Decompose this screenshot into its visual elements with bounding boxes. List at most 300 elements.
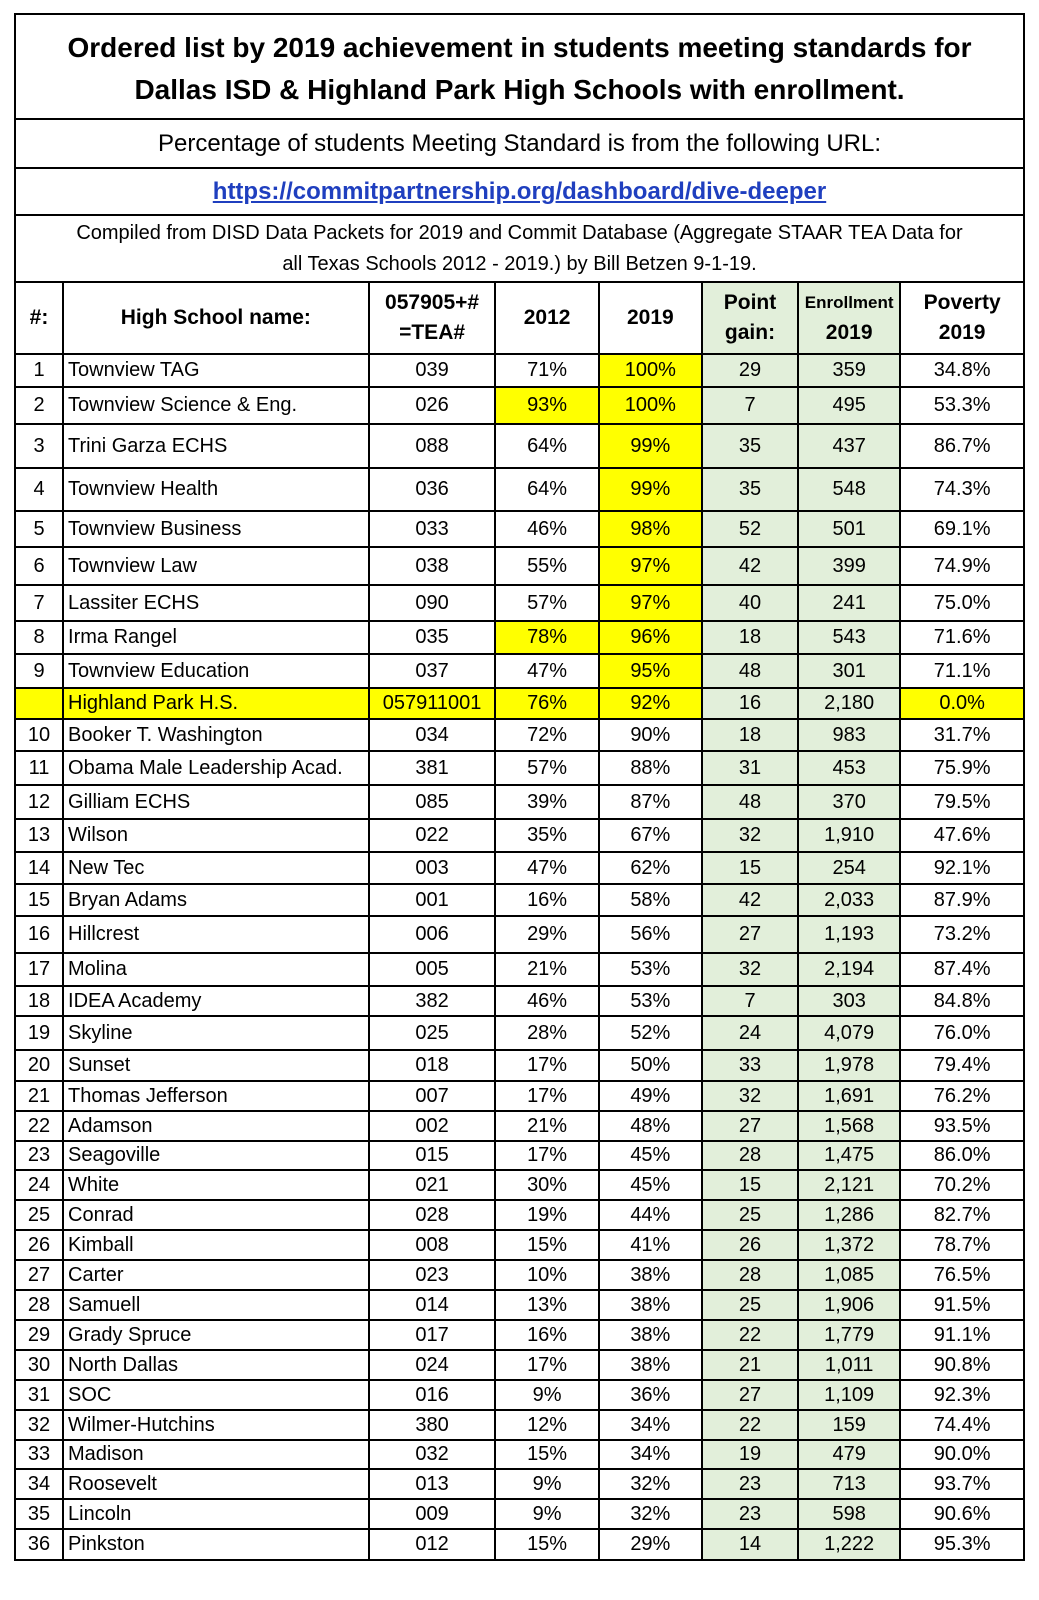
tea-code: 035 <box>369 621 496 654</box>
tea-code: 015 <box>369 1141 496 1170</box>
tea-code: 057911001 <box>369 688 496 719</box>
table-row <box>16 585 1023 621</box>
table-row <box>16 1290 1023 1320</box>
row-num: 17 <box>16 953 63 986</box>
poverty-2019: 69.1% <box>900 511 1023 547</box>
pct-2019: 53% <box>599 953 702 986</box>
pct-2012: 57% <box>495 585 598 621</box>
point-gain: 32 <box>702 1081 798 1111</box>
school-name: Highland Park H.S. <box>63 688 369 719</box>
tea-code: 013 <box>369 1469 496 1499</box>
point-gain: 15 <box>702 852 798 884</box>
enrollment-2019: 2,033 <box>798 884 900 916</box>
col-header-gain-line2: gain: <box>724 321 776 344</box>
school-name: Conrad <box>63 1200 369 1230</box>
table-row <box>16 819 1023 852</box>
point-gain: 52 <box>702 511 798 547</box>
title-line-2: Dallas ISD & Highland Park High Schools with enrollment. <box>134 74 905 105</box>
enrollment-2019: 437 <box>798 424 900 468</box>
enrollment-2019: 4,079 <box>798 1016 900 1050</box>
enrollment-2019: 2,180 <box>798 688 900 719</box>
pct-2019: 50% <box>599 1050 702 1081</box>
tea-code: 002 <box>369 1111 496 1141</box>
school-name: Madison <box>63 1440 369 1469</box>
poverty-2019: 90.0% <box>900 1440 1023 1469</box>
pct-2019: 58% <box>599 884 702 916</box>
school-name: Townview Education <box>63 654 369 688</box>
school-name: Townview TAG <box>63 354 369 387</box>
school-name: Kimball <box>63 1230 369 1260</box>
table-row <box>16 387 1023 424</box>
pct-2012: 17% <box>495 1081 598 1111</box>
pct-2012: 29% <box>495 916 598 953</box>
tea-code: 005 <box>369 953 496 986</box>
pct-2019: 41% <box>599 1230 702 1260</box>
pct-2012: 15% <box>495 1230 598 1260</box>
pct-2012: 21% <box>495 1111 598 1141</box>
school-name: White <box>63 1170 369 1200</box>
enrollment-2019: 479 <box>798 1440 900 1469</box>
table-row <box>16 1200 1023 1230</box>
pct-2019: 34% <box>599 1440 702 1469</box>
data-sheet <box>14 13 1025 1561</box>
enrollment-2019: 453 <box>798 751 900 785</box>
school-name: Townview Business <box>63 511 369 547</box>
col-header-enrollment <box>798 283 900 354</box>
pct-2012: 47% <box>495 654 598 688</box>
row-num <box>16 688 63 719</box>
pct-2019: 49% <box>599 1081 702 1111</box>
row-num: 30 <box>16 1350 63 1380</box>
table-row <box>16 953 1023 986</box>
pct-2019: 56% <box>599 916 702 953</box>
point-gain: 42 <box>702 547 798 585</box>
school-name: Townview Health <box>63 468 369 511</box>
poverty-2019: 74.9% <box>900 547 1023 585</box>
enrollment-2019: 1,779 <box>798 1320 900 1350</box>
school-name: Seagoville <box>63 1141 369 1170</box>
poverty-2019: 74.4% <box>900 1410 1023 1440</box>
pct-2012: 10% <box>495 1260 598 1290</box>
poverty-2019: 71.1% <box>900 654 1023 688</box>
pct-2012: 30% <box>495 1170 598 1200</box>
table-row <box>16 654 1023 688</box>
pct-2012: 16% <box>495 884 598 916</box>
school-name: North Dallas <box>63 1350 369 1380</box>
pct-2012: 12% <box>495 1410 598 1440</box>
tea-code: 009 <box>369 1499 496 1529</box>
enrollment-2019: 598 <box>798 1499 900 1529</box>
poverty-2019: 82.7% <box>900 1200 1023 1230</box>
source-url-row <box>16 169 1023 216</box>
col-header-gain <box>702 283 798 354</box>
point-gain: 15 <box>702 1170 798 1200</box>
point-gain: 27 <box>702 1111 798 1141</box>
row-num: 26 <box>16 1230 63 1260</box>
enrollment-2019: 1,475 <box>798 1141 900 1170</box>
point-gain: 7 <box>702 986 798 1016</box>
pct-2019: 44% <box>599 1200 702 1230</box>
row-num: 4 <box>16 468 63 511</box>
table-row <box>16 986 1023 1016</box>
pct-2019: 97% <box>599 547 702 585</box>
enrollment-2019: 2,121 <box>798 1170 900 1200</box>
poverty-2019: 76.5% <box>900 1260 1023 1290</box>
tea-code: 088 <box>369 424 496 468</box>
poverty-2019: 79.5% <box>900 785 1023 819</box>
school-name: SOC <box>63 1380 369 1410</box>
pct-2012: 16% <box>495 1320 598 1350</box>
enrollment-2019: 1,085 <box>798 1260 900 1290</box>
pct-2019: 100% <box>599 354 702 387</box>
tea-code: 382 <box>369 986 496 1016</box>
row-num: 1 <box>16 354 63 387</box>
enrollment-2019: 1,222 <box>798 1529 900 1559</box>
school-name: Wilson <box>63 819 369 852</box>
table-row <box>16 547 1023 585</box>
point-gain: 27 <box>702 916 798 953</box>
row-num: 27 <box>16 1260 63 1290</box>
table-row <box>16 1016 1023 1050</box>
note-line-2: all Texas Schools 2012 - 2019.) by Bill Betzen 9-1-19. <box>282 253 757 275</box>
table-row <box>16 1529 1023 1559</box>
subtitle: Percentage of students Meeting Standard is from the following URL: <box>16 120 1023 169</box>
enrollment-2019: 254 <box>798 852 900 884</box>
enrollment-2019: 359 <box>798 354 900 387</box>
page-title <box>16 15 1023 120</box>
tea-code: 033 <box>369 511 496 547</box>
tea-code: 003 <box>369 852 496 884</box>
note-line-1: Compiled from DISD Data Packets for 2019 and Commit Database (Aggregate STAAR TEA Data for <box>76 222 963 244</box>
school-name: New Tec <box>63 852 369 884</box>
pct-2012: 15% <box>495 1529 598 1559</box>
point-gain: 35 <box>702 424 798 468</box>
enrollment-2019: 1,372 <box>798 1230 900 1260</box>
pct-2012: 35% <box>495 819 598 852</box>
tea-code: 380 <box>369 1410 496 1440</box>
poverty-2019: 70.2% <box>900 1170 1023 1200</box>
tea-code: 381 <box>369 751 496 785</box>
tea-code: 007 <box>369 1081 496 1111</box>
school-name: Gilliam ECHS <box>63 785 369 819</box>
table-row <box>16 1111 1023 1141</box>
school-name: IDEA Academy <box>63 986 369 1016</box>
tea-code: 034 <box>369 719 496 751</box>
enrollment-2019: 501 <box>798 511 900 547</box>
school-name: Sunset <box>63 1050 369 1081</box>
col-header-tea-line2: =TEA# <box>399 321 466 344</box>
school-name: Lassiter ECHS <box>63 585 369 621</box>
col-header-poverty <box>900 283 1023 354</box>
col-header-poverty-line2: 2019 <box>938 321 986 344</box>
pct-2019: 53% <box>599 986 702 1016</box>
tea-code: 012 <box>369 1529 496 1559</box>
table-row <box>16 916 1023 953</box>
enrollment-2019: 543 <box>798 621 900 654</box>
point-gain: 7 <box>702 387 798 424</box>
poverty-2019: 75.0% <box>900 585 1023 621</box>
tea-code: 025 <box>369 1016 496 1050</box>
enrollment-2019: 303 <box>798 986 900 1016</box>
table-row <box>16 1230 1023 1260</box>
col-header-poverty-line1: Poverty <box>923 291 1001 314</box>
point-gain: 35 <box>702 468 798 511</box>
pct-2019: 48% <box>599 1111 702 1141</box>
pct-2019: 98% <box>599 511 702 547</box>
school-name: Lincoln <box>63 1499 369 1529</box>
row-num: 22 <box>16 1111 63 1141</box>
table-body <box>16 354 1023 1559</box>
table-row <box>16 1440 1023 1469</box>
point-gain: 48 <box>702 785 798 819</box>
row-num: 23 <box>16 1141 63 1170</box>
poverty-2019: 86.0% <box>900 1141 1023 1170</box>
poverty-2019: 31.7% <box>900 719 1023 751</box>
table-row <box>16 852 1023 884</box>
pct-2012: 15% <box>495 1440 598 1469</box>
poverty-2019: 84.8% <box>900 986 1023 1016</box>
row-num: 9 <box>16 654 63 688</box>
pct-2012: 13% <box>495 1290 598 1320</box>
point-gain: 40 <box>702 585 798 621</box>
table-row <box>16 621 1023 654</box>
enrollment-2019: 1,011 <box>798 1350 900 1380</box>
pct-2019: 92% <box>599 688 702 719</box>
poverty-2019: 74.3% <box>900 468 1023 511</box>
point-gain: 28 <box>702 1141 798 1170</box>
tea-code: 001 <box>369 884 496 916</box>
pct-2019: 34% <box>599 1410 702 1440</box>
pct-2012: 21% <box>495 953 598 986</box>
source-url-link[interactable]: https://commitpartnership.org/dashboard/dive-deeper <box>212 178 827 205</box>
col-header-2019: 2019 <box>599 283 702 354</box>
row-num: 36 <box>16 1529 63 1559</box>
row-num: 34 <box>16 1469 63 1499</box>
row-num: 25 <box>16 1200 63 1230</box>
tea-code: 037 <box>369 654 496 688</box>
poverty-2019: 79.4% <box>900 1050 1023 1081</box>
enrollment-2019: 548 <box>798 468 900 511</box>
pct-2019: 88% <box>599 751 702 785</box>
row-num: 12 <box>16 785 63 819</box>
pct-2012: 71% <box>495 354 598 387</box>
poverty-2019: 71.6% <box>900 621 1023 654</box>
pct-2012: 9% <box>495 1469 598 1499</box>
table-row <box>16 1170 1023 1200</box>
poverty-2019: 76.0% <box>900 1016 1023 1050</box>
table-row <box>16 1469 1023 1499</box>
pct-2019: 99% <box>599 468 702 511</box>
pct-2012: 28% <box>495 1016 598 1050</box>
pct-2012: 39% <box>495 785 598 819</box>
poverty-2019: 0.0% <box>900 688 1023 719</box>
tea-code: 090 <box>369 585 496 621</box>
pct-2019: 99% <box>599 424 702 468</box>
pct-2012: 9% <box>495 1499 598 1529</box>
pct-2019: 38% <box>599 1320 702 1350</box>
pct-2012: 17% <box>495 1050 598 1081</box>
point-gain: 32 <box>702 819 798 852</box>
school-name: Adamson <box>63 1111 369 1141</box>
pct-2012: 17% <box>495 1141 598 1170</box>
enrollment-2019: 2,194 <box>798 953 900 986</box>
tea-code: 026 <box>369 387 496 424</box>
tea-code: 017 <box>369 1320 496 1350</box>
point-gain: 42 <box>702 884 798 916</box>
col-header-2012: 2012 <box>495 283 598 354</box>
pct-2012: 46% <box>495 511 598 547</box>
pct-2019: 62% <box>599 852 702 884</box>
school-name: Irma Rangel <box>63 621 369 654</box>
tea-code: 024 <box>369 1350 496 1380</box>
pct-2012: 72% <box>495 719 598 751</box>
enrollment-2019: 1,906 <box>798 1290 900 1320</box>
table-row <box>16 1410 1023 1440</box>
table-row <box>16 1081 1023 1111</box>
row-num: 8 <box>16 621 63 654</box>
row-num: 2 <box>16 387 63 424</box>
pct-2019: 45% <box>599 1141 702 1170</box>
table-row <box>16 1499 1023 1529</box>
pct-2019: 67% <box>599 819 702 852</box>
poverty-2019: 91.5% <box>900 1290 1023 1320</box>
school-name: Hillcrest <box>63 916 369 953</box>
pct-2019: 29% <box>599 1529 702 1559</box>
col-header-tea <box>369 283 496 354</box>
point-gain: 32 <box>702 953 798 986</box>
tea-code: 038 <box>369 547 496 585</box>
pct-2019: 38% <box>599 1350 702 1380</box>
table-row <box>16 688 1023 719</box>
row-num: 5 <box>16 511 63 547</box>
enrollment-2019: 495 <box>798 387 900 424</box>
point-gain: 29 <box>702 354 798 387</box>
pct-2019: 52% <box>599 1016 702 1050</box>
table-row <box>16 1050 1023 1081</box>
enrollment-2019: 1,910 <box>798 819 900 852</box>
point-gain: 21 <box>702 1350 798 1380</box>
school-name: Carter <box>63 1260 369 1290</box>
poverty-2019: 47.6% <box>900 819 1023 852</box>
enrollment-2019: 1,691 <box>798 1081 900 1111</box>
poverty-2019: 90.6% <box>900 1499 1023 1529</box>
pct-2019: 95% <box>599 654 702 688</box>
col-header-tea-line1: 057905+# <box>385 291 480 314</box>
enrollment-2019: 1,286 <box>798 1200 900 1230</box>
title-line-1: Ordered list by 2019 achievement in students meeting standards for <box>67 32 972 63</box>
pct-2012: 17% <box>495 1350 598 1380</box>
point-gain: 23 <box>702 1499 798 1529</box>
pct-2019: 36% <box>599 1380 702 1410</box>
col-header-enrollment-line1: Enrollment <box>804 293 894 312</box>
poverty-2019: 75.9% <box>900 751 1023 785</box>
point-gain: 19 <box>702 1440 798 1469</box>
row-num: 33 <box>16 1440 63 1469</box>
table-row <box>16 1380 1023 1410</box>
point-gain: 25 <box>702 1200 798 1230</box>
tea-code: 036 <box>369 468 496 511</box>
poverty-2019: 73.2% <box>900 916 1023 953</box>
pct-2012: 46% <box>495 986 598 1016</box>
point-gain: 33 <box>702 1050 798 1081</box>
col-header-name: High School name: <box>63 283 369 354</box>
pct-2012: 76% <box>495 688 598 719</box>
school-name: Townview Science & Eng. <box>63 387 369 424</box>
enrollment-2019: 1,978 <box>798 1050 900 1081</box>
pct-2019: 32% <box>599 1469 702 1499</box>
school-name: Samuell <box>63 1290 369 1320</box>
poverty-2019: 93.7% <box>900 1469 1023 1499</box>
row-num: 13 <box>16 819 63 852</box>
table-row <box>16 785 1023 819</box>
tea-code: 022 <box>369 819 496 852</box>
row-num: 10 <box>16 719 63 751</box>
point-gain: 14 <box>702 1529 798 1559</box>
school-name: Grady Spruce <box>63 1320 369 1350</box>
point-gain: 23 <box>702 1469 798 1499</box>
poverty-2019: 92.3% <box>900 1380 1023 1410</box>
tea-code: 028 <box>369 1200 496 1230</box>
tea-code: 039 <box>369 354 496 387</box>
pct-2019: 45% <box>599 1170 702 1200</box>
point-gain: 28 <box>702 1260 798 1290</box>
enrollment-2019: 1,193 <box>798 916 900 953</box>
table-row <box>16 719 1023 751</box>
enrollment-2019: 1,109 <box>798 1380 900 1410</box>
table-row <box>16 424 1023 468</box>
row-num: 15 <box>16 884 63 916</box>
school-name: Trini Garza ECHS <box>63 424 369 468</box>
school-name: Obama Male Leadership Acad. <box>63 751 369 785</box>
tea-code: 016 <box>369 1380 496 1410</box>
pct-2019: 90% <box>599 719 702 751</box>
poverty-2019: 86.7% <box>900 424 1023 468</box>
poverty-2019: 92.1% <box>900 852 1023 884</box>
pct-2019: 87% <box>599 785 702 819</box>
point-gain: 24 <box>702 1016 798 1050</box>
tea-code: 018 <box>369 1050 496 1081</box>
point-gain: 25 <box>702 1290 798 1320</box>
enrollment-2019: 1,568 <box>798 1111 900 1141</box>
point-gain: 18 <box>702 719 798 751</box>
point-gain: 16 <box>702 688 798 719</box>
poverty-2019: 90.8% <box>900 1350 1023 1380</box>
poverty-2019: 76.2% <box>900 1081 1023 1111</box>
row-num: 14 <box>16 852 63 884</box>
tea-code: 006 <box>369 916 496 953</box>
school-name: Skyline <box>63 1016 369 1050</box>
tea-code: 085 <box>369 785 496 819</box>
pct-2012: 64% <box>495 424 598 468</box>
table-row <box>16 354 1023 387</box>
tea-code: 021 <box>369 1170 496 1200</box>
point-gain: 48 <box>702 654 798 688</box>
enrollment-2019: 399 <box>798 547 900 585</box>
school-name: Wilmer-Hutchins <box>63 1410 369 1440</box>
school-name: Pinkston <box>63 1529 369 1559</box>
enrollment-2019: 713 <box>798 1469 900 1499</box>
tea-code: 014 <box>369 1290 496 1320</box>
enrollment-2019: 241 <box>798 585 900 621</box>
school-name: Thomas Jefferson <box>63 1081 369 1111</box>
row-num: 19 <box>16 1016 63 1050</box>
pct-2012: 78% <box>495 621 598 654</box>
poverty-2019: 34.8% <box>900 354 1023 387</box>
school-name: Roosevelt <box>63 1469 369 1499</box>
row-num: 11 <box>16 751 63 785</box>
poverty-2019: 53.3% <box>900 387 1023 424</box>
pct-2019: 96% <box>599 621 702 654</box>
